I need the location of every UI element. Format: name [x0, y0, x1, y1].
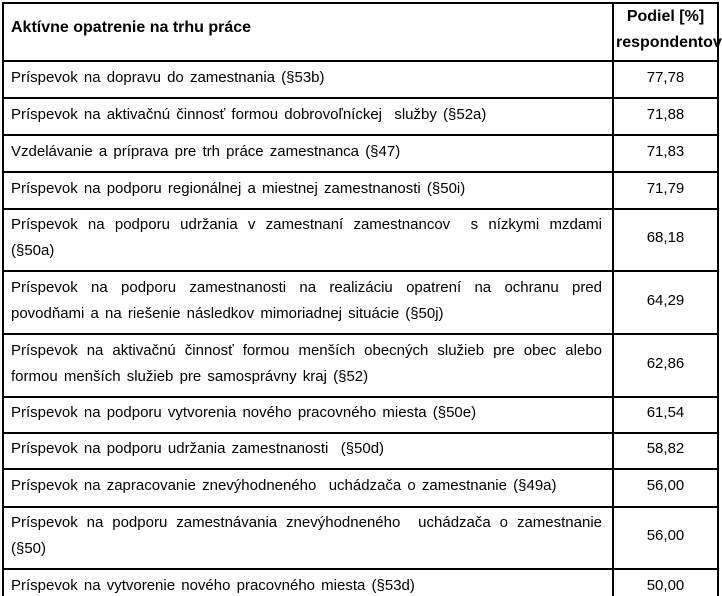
share-value-cell: 71,88 [613, 98, 718, 135]
table-row [3, 433, 718, 469]
share-value-cell: 62,86 [613, 334, 718, 397]
measure-label-cell: Príspevok na podporu vytvorenia nového pracovného miesta (§50e) [3, 397, 613, 433]
table-row [3, 469, 718, 507]
measure-label-cell: Vzdelávanie a príprava pre trh práce zamestnanca (§47) [3, 135, 613, 172]
share-value-cell: 71,79 [613, 172, 718, 209]
share-value-cell: 64,29 [613, 271, 718, 334]
measures-table [2, 2, 722, 596]
table-row [3, 569, 718, 596]
share-value-cell: 56,00 [613, 469, 718, 507]
share-value-cell: 50,00 [613, 569, 718, 596]
column-header-measure: Aktívne opatrenie na trhu práce [3, 3, 613, 61]
measure-label-cell: Príspevok na aktivačnú činnosť formou menších obecných služieb pre obec alebo formou menších služieb pre samosprávny kraj (§52) [3, 334, 613, 397]
table-row [3, 98, 718, 135]
measure-label-cell: Príspevok na podporu zamestnávania znevýhodneného uchádzača o zamestnanie (§50) [3, 507, 613, 569]
table-body [3, 61, 718, 596]
share-value-cell: 58,82 [613, 433, 718, 469]
measure-label-cell: Príspevok na aktivačnú činnosť formou dobrovoľníckej služby (§52a) [3, 98, 613, 135]
column-header-share-line1: Podiel [%] [626, 8, 705, 25]
column-header-share-line2: respondentov [616, 34, 722, 51]
table-row [3, 271, 718, 334]
header-row [3, 3, 718, 61]
share-value-cell: 56,00 [613, 507, 718, 569]
measure-label-cell: Príspevok na zapracovanie znevýhodneného uchádzača o zamestnanie (§49a) [3, 469, 613, 507]
measure-label-cell: Príspevok na podporu regionálnej a miestnej zamestnanosti (§50i) [3, 172, 613, 209]
table-row [3, 172, 718, 209]
measure-label-cell: Príspevok na podporu udržania zamestnanosti (§50d) [3, 433, 613, 469]
column-header-share [613, 3, 722, 61]
table-row [3, 135, 718, 172]
share-value-cell: 77,78 [613, 61, 718, 98]
measure-label-cell: Príspevok na podporu zamestnanosti na realizáciu opatrení na ochranu pred povodňami a na riešenie následkov mimoriadnej situácie (§50j) [3, 271, 613, 334]
table-row [3, 209, 718, 271]
measure-label-cell: Príspevok na dopravu do zamestnania (§53b) [3, 61, 613, 98]
table-row [3, 334, 718, 397]
share-value-cell: 61,54 [613, 397, 718, 433]
table-row [3, 507, 718, 569]
measure-label-cell: Príspevok na podporu udržania v zamestnaní zamestnancov s nízkymi mzdami (§50a) [3, 209, 613, 271]
share-value-cell: 71,83 [613, 135, 718, 172]
share-value-cell: 68,18 [613, 209, 718, 271]
table-row [3, 397, 718, 433]
measure-label-cell: Príspevok na vytvorenie nového pracovného miesta (§53d) [3, 569, 613, 596]
table-row [3, 61, 718, 98]
